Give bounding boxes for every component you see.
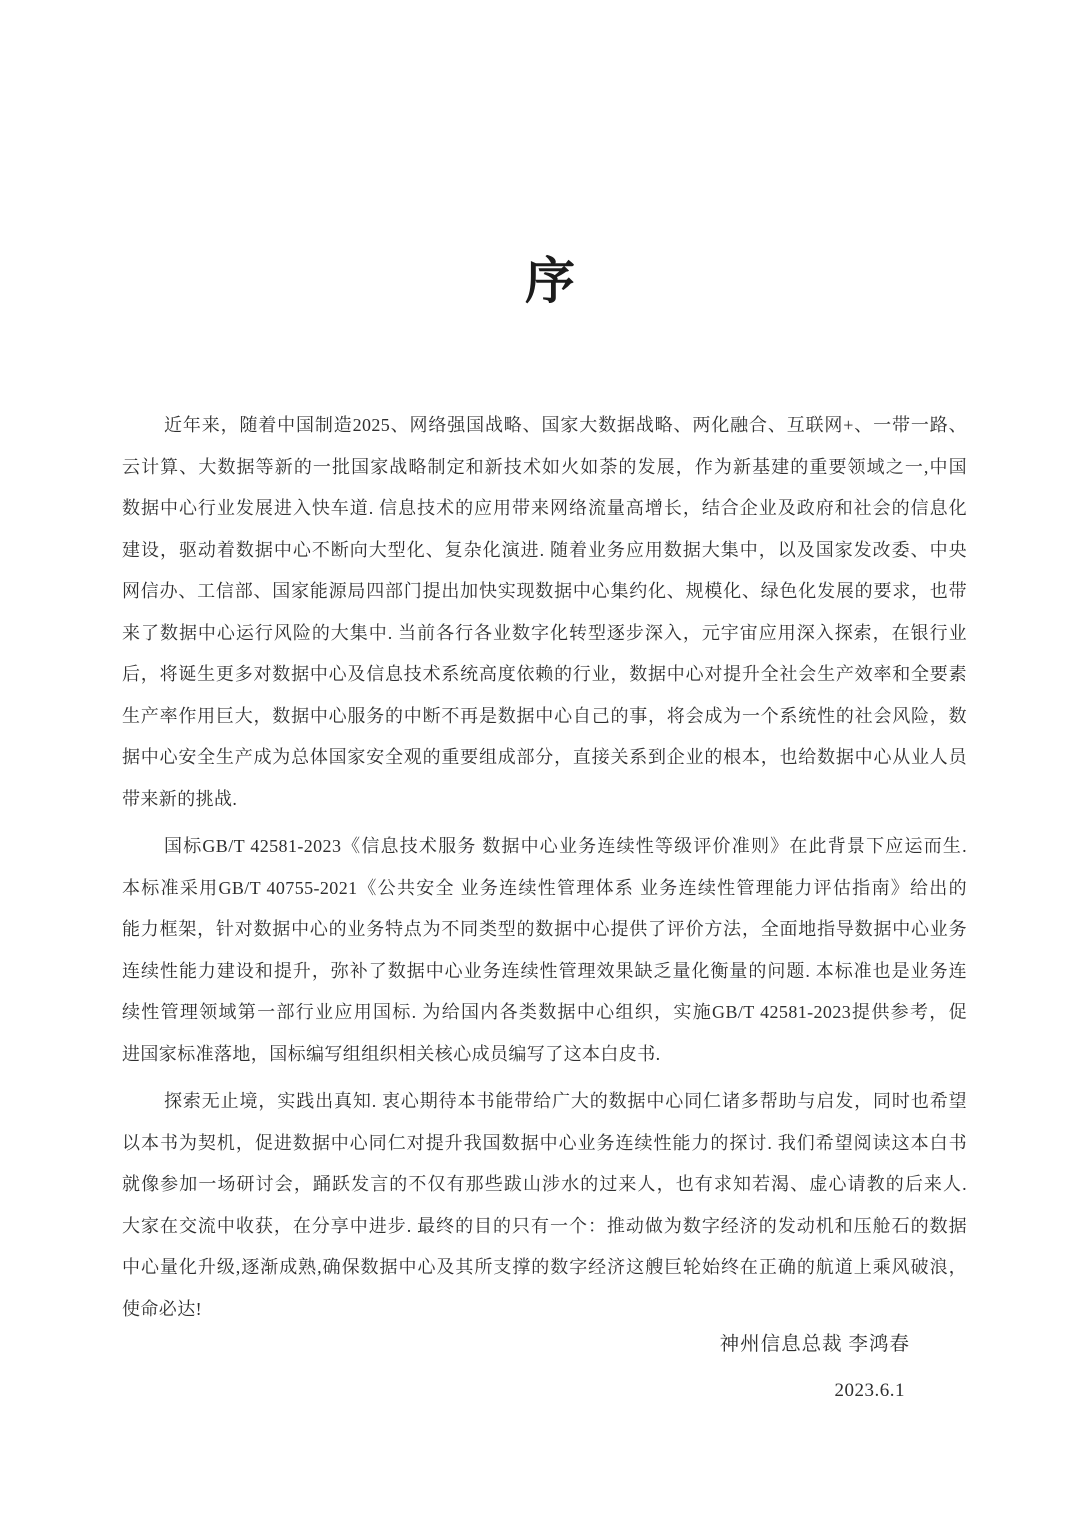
- text-line: 建设，驱动着数据中心不断向大型化、复杂化演进. 随着业务应用数据大集中，以及国家发改委、中央: [122, 539, 967, 560]
- text-line: 探索无止境，实践出真知. 衷心期待本书能带给广大的数据中心同仁诸多帮助与启发，同时也希望: [164, 1091, 967, 1111]
- text-line: 据中心安全生产成为总体国家安全观的重要组成部分，直接关系到企业的根本，也给数据中心从业人员: [122, 747, 967, 767]
- text-line: 大家在交流中收获，在分享中进步. 最终的目的只有一个：推动做为数字经济的发动机和压舱石的数据: [122, 1215, 967, 1236]
- text-line: 生产率作用巨大，数据中心服务的中断不再是数据中心自己的事，将会成为一个系统性的社会风险，数: [122, 705, 967, 726]
- text-line: 近年来，随着中国制造2025、网络强国战略、国家大数据战略、两化融合、互联网+、一带一路、: [164, 415, 967, 435]
- text-line: 能力框架，针对数据中心的业务特点为不同类型的数据中心提供了评价方法，全面地指导数据中心业务: [122, 919, 967, 939]
- text-line: 网信办、工信部、国家能源局四部门提出加快实现数据中心集约化、规模化、绿色化发展的要求，也带: [122, 581, 967, 601]
- paragraph-3: [122, 1081, 967, 1330]
- preface-body: [122, 405, 967, 1330]
- text-line: 云计算、大数据等新的一批国家战略制定和新技术如火如荼的发展，作为新基建的重要领域之一,中国: [122, 456, 967, 477]
- text-line: 本标准采用GB/T 40755-2021《公共安全 业务连续性管理体系 业务连续性管理能力评估指南》给出的: [122, 877, 967, 898]
- paragraph-2: [122, 826, 967, 1075]
- text-line: 以本书为契机，促进数据中心同仁对提升我国数据中心业务连续性能力的探讨. 我们希望阅读这本白书: [122, 1132, 967, 1153]
- paragraph-1: [122, 405, 967, 820]
- text-line: 数据中心行业发展进入快车道. 信息技术的应用带来网络流量高增长，结合企业及政府和社会的信息化: [122, 498, 967, 518]
- signature: 神州信息总裁 李鸿春: [719, 1334, 910, 1355]
- text-line: 国标GB/T 42581-2023《信息技术服务 数据中心业务连续性等级评价准则》在此背景下应运而生.: [164, 836, 967, 856]
- text-line: 中心量化升级,逐渐成熟,确保数据中心及其所支撑的数字经济这艘巨轮始终在正确的航道上乘风破浪，: [122, 1257, 967, 1277]
- text-line: 进国家标准落地，国标编写组组织相关核心成员编写了这本白皮书.: [122, 1043, 661, 1064]
- text-line: 就像参加一场研讨会，踊跃发言的不仅有那些跋山涉水的过来人，也有求知若渴、虚心请教的后来人.: [122, 1174, 967, 1194]
- text-line: 带来新的挑战.: [122, 788, 238, 809]
- text-line: 续性管理领域第一部行业应用国标. 为给国内各类数据中心组织，实施GB/T 42581-2023提供参考，促: [122, 1002, 967, 1022]
- text-line: 后，将诞生更多对数据中心及信息技术系统高度依赖的行业，数据中心对提升全社会生产效率和全要素: [122, 664, 967, 684]
- text-line: 来了数据中心运行风险的大集中. 当前各行各业数字化转型逐步深入，元宇宙应用深入探索，在银行业: [122, 622, 967, 643]
- text-line: 连续性能力建设和提升，弥补了数据中心业务连续性管理效果缺乏量化衡量的问题. 本标准也是业务连: [122, 960, 967, 981]
- page-title: 序: [525, 253, 577, 309]
- signature-date: 2023.6.1: [834, 1380, 905, 1401]
- text-line: 使命必达!: [122, 1298, 202, 1319]
